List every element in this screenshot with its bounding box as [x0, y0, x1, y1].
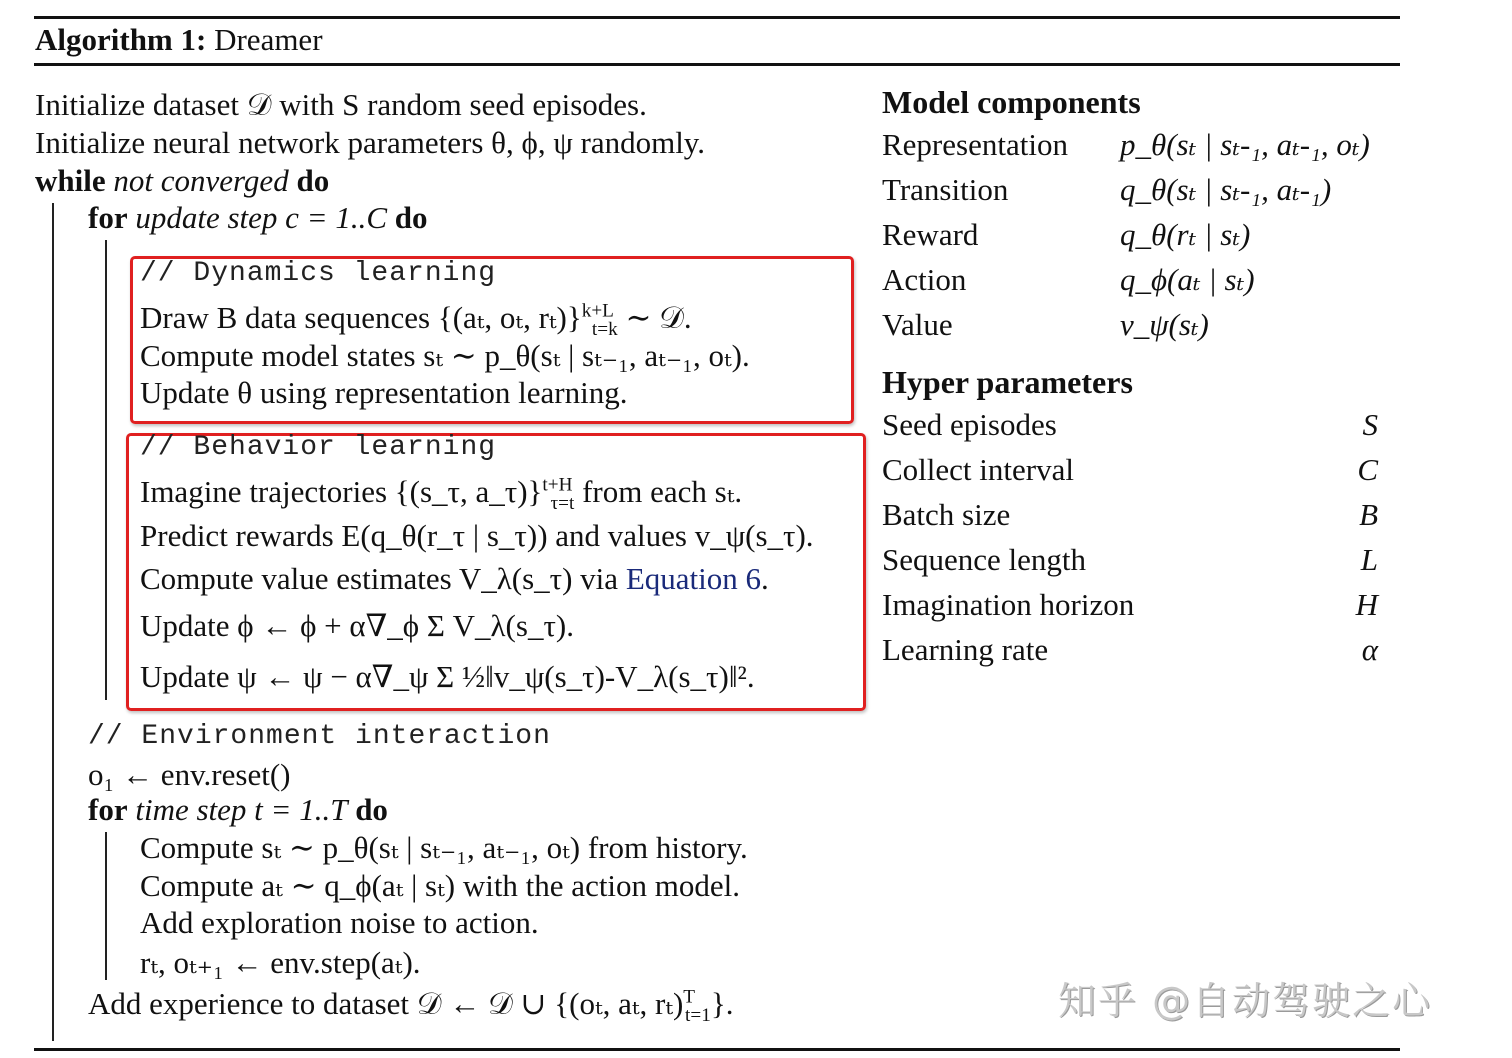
- equation-6-link[interactable]: Equation 6: [625, 561, 761, 596]
- behavior-step-predict: Predict rewards E(q_θ(r_τ | s_τ)) and values v_ψ(s_τ).: [140, 518, 814, 553]
- do-keyword: do: [296, 163, 330, 198]
- for-update-line: [88, 200, 428, 236]
- top-rule: [34, 16, 1400, 19]
- environment-comment: // Environment interaction: [88, 721, 551, 752]
- dynamics-step-update: Update θ using representation learning.: [140, 375, 628, 410]
- bottom-rule: [34, 1048, 1400, 1051]
- model-components-heading: Model components: [882, 84, 1141, 120]
- behavior-step-imagine: Imagine trajectories {(s_τ, a_τ)}$^{t+H}_{\tau=t}$ from each sₜ.: [140, 474, 743, 515]
- do-keyword: do: [394, 200, 428, 235]
- env-step-compute-state: Compute sₜ ∼ p_θ(sₜ | sₜ₋₁, aₜ₋₁, oₜ) from history.: [140, 830, 748, 865]
- model-row-action: Action q_ϕ(aₜ | sₜ): [882, 262, 1255, 297]
- hyper-row-sequence-length: Sequence length L: [882, 542, 1378, 577]
- model-row-transition: Transition q_θ(sₜ | sₜ-₁, aₜ-₁): [882, 172, 1332, 207]
- env-reset-line: o₁ ← env.reset(): [88, 757, 291, 792]
- env-step-compute-action: Compute aₜ ∼ q_ϕ(aₜ | sₜ) with the action model.: [140, 868, 741, 903]
- hyper-row-learning-rate: Learning rate α: [882, 632, 1378, 667]
- algorithm-title: [35, 22, 323, 58]
- model-row-value: Value v_ψ(sₜ): [882, 307, 1209, 342]
- do-keyword: do: [355, 792, 388, 827]
- hyper-row-collect-interval: Collect interval C: [882, 452, 1378, 487]
- while-block-bar: [52, 203, 54, 1041]
- for-update-condition: update step: [135, 200, 278, 235]
- for-update-block-bar: [105, 240, 107, 700]
- init-params-line: Initialize neural network parameters θ, ϕ, ψ randomly.: [35, 125, 706, 160]
- for-keyword: for: [88, 792, 128, 827]
- for-time-block-bar: [105, 832, 107, 980]
- algorithm-label: Algorithm 1:: [35, 22, 207, 57]
- behavior-step-value-estimates: Compute value estimates V_λ(s_τ) via Equation 6.: [140, 561, 769, 596]
- model-row-reward: Reward q_θ(rₜ | sₜ): [882, 217, 1251, 252]
- for-time-range: t = 1..T: [254, 792, 348, 827]
- algorithm-name: Dreamer: [214, 22, 323, 57]
- behavior-comment: // Behavior learning: [140, 432, 497, 463]
- dynamics-step-compute: Compute model states sₜ ∼ p_θ(sₜ | sₜ₋₁, aₜ₋₁, oₜ).: [140, 338, 750, 373]
- watermark: 知乎 @自动驾驶之心: [1058, 979, 1433, 1023]
- while-condition: not converged: [113, 163, 289, 198]
- hyper-parameters-heading: Hyper parameters: [882, 364, 1133, 400]
- behavior-step-update-action: Update ϕ ← ϕ + α∇_ϕ Σ V_λ(s_τ).: [140, 608, 574, 643]
- behavior-step-update-value: Update ψ ← ψ − α∇_ψ Σ ½‖v_ψ(s_τ)-V_λ(s_τ)‖².: [140, 659, 755, 694]
- env-step-noise: Add exploration noise to action.: [140, 905, 539, 940]
- model-row-representation: Representation p_θ(sₜ | sₜ-₁, aₜ-₁, oₜ): [882, 127, 1370, 162]
- while-line: [35, 163, 329, 199]
- dynamics-step-draw: Draw B data sequences {(aₜ, oₜ, rₜ)}$^{k+L}_{t=k}$ ∼ 𝒟.: [140, 300, 692, 341]
- hyper-row-batch-size: Batch size B: [882, 497, 1378, 532]
- env-step-step: rₜ, oₜ₊₁ ← env.step(aₜ).: [140, 945, 421, 980]
- add-experience-line: Add experience to dataset 𝒟 ← 𝒟 ∪ {(oₜ, aₜ, rₜ)$^T_{t=1}$}.: [88, 986, 734, 1027]
- hyper-row-seed-episodes: Seed episodes S: [882, 407, 1378, 442]
- for-update-range: c = 1..C: [285, 200, 388, 235]
- for-time-line: [88, 792, 388, 828]
- hyper-row-imagination-horizon: Imagination horizon H: [882, 587, 1378, 622]
- while-keyword: while: [35, 163, 106, 198]
- title-rule: [34, 63, 1400, 66]
- for-time-condition: time step: [135, 792, 247, 827]
- for-keyword: for: [88, 200, 128, 235]
- dynamics-comment: // Dynamics learning: [140, 258, 497, 289]
- init-dataset-line: Initialize dataset 𝒟 with S random seed episodes.: [35, 87, 647, 122]
